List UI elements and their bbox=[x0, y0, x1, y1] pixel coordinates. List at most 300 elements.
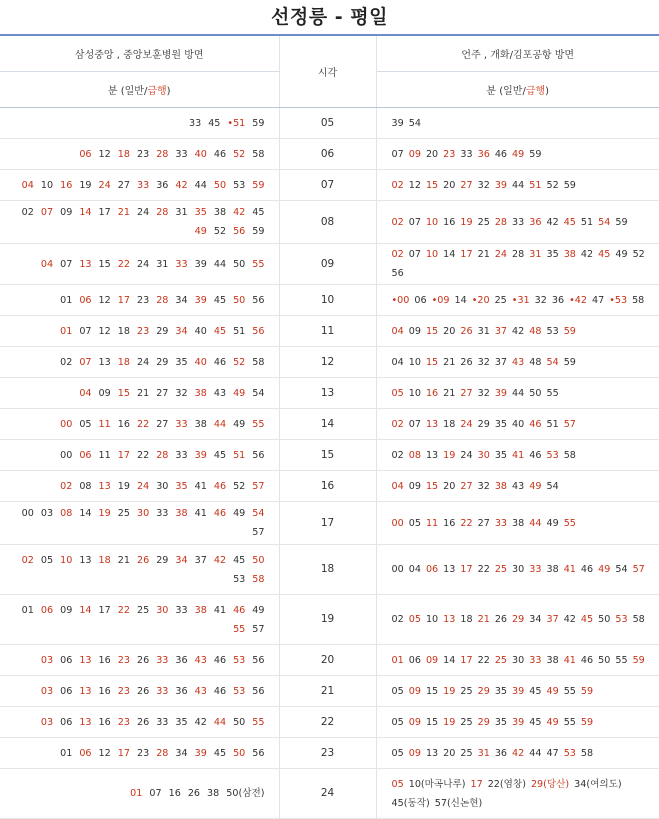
express-minute: 09 bbox=[408, 747, 421, 759]
express-minute: 52 bbox=[233, 148, 246, 160]
minute: 37 bbox=[194, 554, 207, 566]
minute: 46 bbox=[494, 148, 508, 160]
timetable-row bbox=[0, 595, 659, 645]
minute: 06 bbox=[60, 654, 73, 666]
express-minute: 19 bbox=[98, 508, 111, 519]
express-minute: 24 bbox=[136, 480, 150, 492]
right-minutes bbox=[376, 738, 659, 769]
minute: 55 bbox=[563, 685, 576, 697]
minute: 20 bbox=[425, 148, 439, 160]
express-minute: 49 bbox=[598, 564, 611, 575]
express-minute: 43 bbox=[512, 356, 525, 368]
minute: 26 bbox=[460, 356, 473, 368]
minute: 54 bbox=[546, 480, 559, 492]
express-minute: 36 bbox=[477, 148, 490, 160]
timetable-row bbox=[0, 769, 659, 819]
express-minute: 45 bbox=[213, 325, 227, 337]
minute: 20 bbox=[443, 480, 456, 492]
express-minute: 59 bbox=[632, 654, 645, 666]
minute: 55 bbox=[563, 716, 576, 728]
express-minute: 33 bbox=[494, 517, 508, 529]
minute: 52 bbox=[546, 179, 559, 191]
minute: 45(동작) bbox=[391, 797, 430, 809]
express-minute: 16 bbox=[60, 179, 73, 191]
right-minutes bbox=[376, 409, 659, 440]
hour-cell: 08 bbox=[279, 201, 376, 244]
express-minute: 11 bbox=[98, 418, 111, 430]
minute: 58 bbox=[252, 356, 265, 368]
minute: 22 bbox=[477, 654, 490, 666]
express-minute: 24 bbox=[460, 418, 473, 430]
minute: 15 bbox=[425, 716, 439, 728]
minute: 05 bbox=[391, 685, 404, 697]
hour-cell: 19 bbox=[279, 595, 376, 645]
left-minutes bbox=[0, 378, 279, 409]
minute: 12 bbox=[98, 148, 111, 160]
minute: 22(염창) bbox=[487, 778, 526, 790]
left-direction-header: 삼성중앙 , 중앙보훈병원 방면 bbox=[0, 35, 279, 72]
minute: 50 bbox=[529, 387, 542, 399]
express-minute: 26 bbox=[460, 325, 473, 337]
right-minutes bbox=[376, 595, 659, 645]
express-minute: 42 bbox=[213, 554, 227, 566]
express-minute: 04 bbox=[391, 325, 404, 337]
express-minute: 44 bbox=[213, 716, 227, 728]
minute: 07 bbox=[149, 788, 162, 799]
minute: 29 bbox=[156, 325, 169, 337]
express-minute: 38 bbox=[563, 249, 576, 260]
express-minute: 09 bbox=[408, 148, 421, 160]
express-minute: 30 bbox=[156, 604, 169, 616]
express-minute: 39 bbox=[512, 716, 525, 728]
express-minute: 38 bbox=[194, 604, 207, 616]
express-minute: •20 bbox=[471, 294, 490, 306]
express-minute: 22 bbox=[117, 604, 130, 616]
minute: 54 bbox=[408, 117, 421, 129]
minute: 06 bbox=[414, 294, 427, 306]
minute: 13 bbox=[79, 554, 92, 566]
express-minute: •31 bbox=[511, 294, 530, 306]
express-minute: 13 bbox=[79, 716, 92, 728]
express-minute: 04 bbox=[40, 258, 54, 270]
minute: 45 bbox=[213, 294, 227, 306]
minute: 25 bbox=[460, 685, 473, 697]
timetable-row bbox=[0, 378, 659, 409]
minute: 58 bbox=[632, 294, 645, 306]
minute: 32 bbox=[477, 356, 490, 368]
express-minute: 02 bbox=[391, 179, 404, 191]
minute: 48 bbox=[529, 356, 542, 368]
express-minute: 50 bbox=[233, 747, 246, 759]
hour-cell: 16 bbox=[279, 471, 376, 502]
minute-prefix: 분 (일반/ bbox=[486, 86, 526, 97]
express-minute: 33 bbox=[136, 179, 150, 191]
express-label: 급행 bbox=[147, 86, 167, 97]
minute: 24 bbox=[136, 356, 150, 368]
minute: 59 bbox=[252, 117, 265, 129]
minute: 35 bbox=[494, 685, 508, 697]
left-minutes bbox=[0, 347, 279, 378]
minute: 58 bbox=[632, 614, 645, 625]
right-minutes bbox=[376, 201, 659, 244]
express-minute: 49 bbox=[512, 148, 525, 160]
minute: 15 bbox=[98, 258, 111, 270]
express-minute: 01 bbox=[130, 788, 143, 799]
minute: 44 bbox=[194, 179, 207, 191]
express-minute: 33 bbox=[156, 685, 169, 697]
express-minute: 33 bbox=[529, 654, 542, 666]
minute: 33 bbox=[460, 148, 473, 160]
express-minute: 03 bbox=[40, 654, 54, 666]
express-minute: 03 bbox=[40, 685, 54, 697]
minute: 23 bbox=[136, 148, 150, 160]
express-minute: 04 bbox=[21, 179, 34, 191]
express-minute: 49 bbox=[529, 480, 542, 492]
left-minutes bbox=[0, 440, 279, 471]
minute-suffix: ) bbox=[545, 86, 550, 97]
express-minute: 25 bbox=[494, 654, 508, 666]
minute: 24 bbox=[460, 449, 473, 461]
minute: 12 bbox=[408, 179, 421, 191]
minute: 34 bbox=[175, 747, 188, 759]
hour-cell: 06 bbox=[279, 139, 376, 170]
express-minute: 02 bbox=[391, 418, 404, 430]
minute: 59 bbox=[563, 356, 576, 368]
right-minutes bbox=[376, 471, 659, 502]
minute: 57(신논현) bbox=[434, 797, 483, 809]
minute: 27 bbox=[156, 418, 169, 430]
hour-header: 시각 bbox=[279, 35, 376, 108]
minute: 12 bbox=[98, 325, 111, 337]
express-minute: 13 bbox=[79, 654, 92, 666]
express-minute: 54 bbox=[252, 508, 265, 519]
minute: 04 bbox=[391, 356, 404, 368]
minute: 59 bbox=[615, 216, 628, 228]
left-minute-header bbox=[0, 72, 279, 108]
express-minute: 55 bbox=[252, 418, 265, 430]
hour-cell: 22 bbox=[279, 707, 376, 738]
minute: 07 bbox=[408, 216, 421, 228]
express-minute: 46 bbox=[233, 604, 246, 616]
express-minute: 30 bbox=[477, 449, 490, 461]
minute: 50 bbox=[233, 716, 246, 728]
minute: 52 bbox=[213, 226, 227, 237]
timetable-row bbox=[0, 645, 659, 676]
timetable-row bbox=[0, 201, 659, 244]
express-minute: 42 bbox=[512, 747, 525, 759]
minute: 49 bbox=[252, 604, 265, 616]
timetable-row bbox=[0, 502, 659, 545]
express-minute: 19 bbox=[443, 449, 456, 461]
hour-cell: 23 bbox=[279, 738, 376, 769]
minute: 21 bbox=[477, 249, 490, 260]
express-minute: 24 bbox=[98, 179, 111, 191]
express-minute: 26 bbox=[136, 554, 150, 566]
minute: 17 bbox=[98, 207, 111, 218]
minute: 32 bbox=[175, 387, 188, 399]
minute: 21 bbox=[136, 387, 150, 399]
hour-cell: 20 bbox=[279, 645, 376, 676]
minute: 34 bbox=[529, 614, 542, 625]
minute: 42 bbox=[563, 614, 576, 625]
right-minute-header bbox=[376, 72, 659, 108]
minute: 32 bbox=[477, 480, 490, 492]
express-minute: 19 bbox=[443, 716, 456, 728]
minute: 46 bbox=[213, 148, 227, 160]
minute: 46 bbox=[580, 654, 594, 666]
left-minutes bbox=[0, 139, 279, 170]
minute: 16 bbox=[443, 517, 456, 529]
express-minute: 45 bbox=[598, 249, 611, 260]
minute: 07 bbox=[408, 418, 421, 430]
minute: 42 bbox=[512, 325, 525, 337]
minute: 30 bbox=[156, 480, 169, 492]
right-minutes bbox=[376, 170, 659, 201]
minute: 24 bbox=[136, 207, 150, 218]
express-minute: 14 bbox=[79, 604, 92, 616]
minute: 44 bbox=[512, 387, 525, 399]
express-minute: 36 bbox=[529, 216, 542, 228]
express-minute: 39 bbox=[494, 387, 508, 399]
minute-prefix: 분 (일반/ bbox=[107, 86, 148, 97]
express-minute: 59 bbox=[580, 685, 594, 697]
minute: 09 bbox=[60, 207, 73, 218]
minute: 31 bbox=[156, 258, 169, 270]
express-minute: 46 bbox=[529, 418, 542, 430]
right-minutes bbox=[376, 545, 659, 595]
minute: 23 bbox=[136, 747, 150, 759]
express-minute: 29 bbox=[512, 614, 525, 625]
minute: 07 bbox=[60, 258, 73, 270]
left-minutes bbox=[0, 201, 279, 244]
express-minute: 38 bbox=[194, 387, 207, 399]
express-minute: 06 bbox=[40, 604, 54, 616]
express-minute: 23 bbox=[136, 325, 150, 337]
express-minute: 46 bbox=[213, 480, 227, 492]
minute: 59 bbox=[563, 179, 576, 191]
minute: 14 bbox=[443, 249, 456, 260]
minute: 50 bbox=[598, 654, 611, 666]
express-minute: 06 bbox=[79, 294, 92, 306]
timetable-row bbox=[0, 707, 659, 738]
minute: 12 bbox=[98, 294, 111, 306]
express-minute: 02 bbox=[391, 249, 404, 260]
minute: 18 bbox=[443, 418, 456, 430]
express-minute: 55 bbox=[563, 517, 576, 529]
minute: 53 bbox=[233, 179, 246, 191]
minute: 21 bbox=[117, 554, 130, 566]
timetable-body bbox=[0, 108, 659, 819]
express-minute: 39 bbox=[194, 294, 207, 306]
express-label: 급행 bbox=[525, 86, 546, 97]
express-minute: 28 bbox=[156, 747, 169, 759]
minute: 14 bbox=[454, 294, 467, 306]
express-minute: 17 bbox=[117, 747, 130, 759]
minute: 41 bbox=[194, 480, 207, 492]
express-minute: 28 bbox=[494, 216, 508, 228]
express-minute: 13 bbox=[79, 258, 92, 270]
right-minutes bbox=[376, 108, 659, 139]
minute: 34(여의도) bbox=[574, 778, 622, 790]
express-minute: 01 bbox=[391, 654, 404, 666]
left-minutes bbox=[0, 645, 279, 676]
minute: 25 bbox=[494, 294, 507, 306]
minute: 38 bbox=[207, 788, 220, 799]
express-minute: 50 bbox=[252, 554, 265, 566]
minute: 41 bbox=[213, 604, 227, 616]
minute: 51 bbox=[233, 325, 246, 337]
minute: 45 bbox=[213, 747, 227, 759]
express-minute: 57 bbox=[632, 564, 645, 575]
minute: 26 bbox=[136, 716, 150, 728]
minute: 32 bbox=[477, 387, 490, 399]
express-minute: 08 bbox=[60, 508, 73, 519]
timetable-row bbox=[0, 738, 659, 769]
express-minute: 22 bbox=[136, 418, 150, 430]
minute: 09 bbox=[98, 387, 111, 399]
minute: 35 bbox=[175, 716, 188, 728]
minute: 56 bbox=[252, 294, 265, 306]
minute: 45 bbox=[529, 685, 542, 697]
timetable-row bbox=[0, 545, 659, 595]
express-minute: 40 bbox=[194, 148, 207, 160]
express-minute: 44 bbox=[529, 517, 542, 529]
minute: 52 bbox=[632, 249, 645, 260]
express-minute: 28 bbox=[156, 449, 169, 461]
minute: 26 bbox=[136, 685, 150, 697]
timetable-row bbox=[0, 139, 659, 170]
left-minutes bbox=[0, 108, 279, 139]
minute: 10 bbox=[40, 179, 54, 191]
express-minute: 37 bbox=[546, 614, 559, 625]
minute: 16 bbox=[443, 216, 456, 228]
minute: 09 bbox=[60, 604, 73, 616]
minute: 01 bbox=[21, 604, 34, 616]
express-minute: 33 bbox=[156, 654, 169, 666]
express-minute: 43 bbox=[194, 685, 207, 697]
express-minute: 57 bbox=[563, 418, 576, 430]
express-minute: 07 bbox=[40, 207, 54, 218]
left-minutes bbox=[0, 316, 279, 347]
express-minute: 18 bbox=[98, 554, 111, 566]
express-minute: 37 bbox=[494, 325, 508, 337]
minute: 35 bbox=[175, 356, 188, 368]
express-minute: 40 bbox=[194, 356, 207, 368]
hour-cell: 24 bbox=[279, 769, 376, 819]
timetable-row bbox=[0, 170, 659, 201]
express-minute: 31 bbox=[529, 249, 542, 260]
minute: 18 bbox=[460, 614, 473, 625]
express-minute: 53 bbox=[615, 614, 628, 625]
express-minute: 31 bbox=[477, 747, 490, 759]
express-minute: 49 bbox=[233, 387, 246, 399]
minute: 31 bbox=[175, 207, 188, 218]
minute: 43 bbox=[213, 387, 227, 399]
right-minutes bbox=[376, 285, 659, 316]
minute: 33 bbox=[156, 508, 169, 519]
minute: 50 bbox=[233, 258, 246, 270]
minute: 58 bbox=[252, 148, 265, 160]
minute: 22 bbox=[136, 449, 150, 461]
minute: 10 bbox=[408, 387, 421, 399]
minute: 01 bbox=[60, 747, 73, 759]
minute: 00 bbox=[21, 508, 34, 519]
express-minute: 54 bbox=[546, 356, 559, 368]
right-minutes bbox=[376, 769, 659, 819]
minute: 05 bbox=[391, 747, 404, 759]
minute: 51 bbox=[546, 418, 559, 430]
minute: 20 bbox=[443, 179, 456, 191]
express-minute: 49 bbox=[546, 716, 559, 728]
minute: 44 bbox=[529, 747, 542, 759]
express-minute: 33 bbox=[175, 258, 188, 270]
minute: 32 bbox=[477, 179, 490, 191]
express-minute: 29 bbox=[477, 685, 490, 697]
minute: 40 bbox=[512, 418, 525, 430]
hour-cell: 15 bbox=[279, 440, 376, 471]
express-minute: 30 bbox=[136, 508, 150, 519]
express-minute: 15 bbox=[425, 179, 439, 191]
express-minute: 13 bbox=[79, 685, 92, 697]
minute: 19 bbox=[79, 179, 92, 191]
express-minute: 07 bbox=[79, 356, 92, 368]
express-minute: 15 bbox=[425, 480, 439, 492]
minute: 45 bbox=[213, 449, 227, 461]
express-minute: 41 bbox=[563, 564, 576, 575]
express-minute: 59 bbox=[563, 325, 576, 337]
hour-cell: 07 bbox=[279, 170, 376, 201]
express-minute: 02 bbox=[21, 554, 34, 566]
express-minute: 09 bbox=[408, 716, 421, 728]
minute: 30 bbox=[512, 654, 525, 666]
express-minute: 41 bbox=[512, 449, 525, 461]
express-minute: 08 bbox=[408, 449, 421, 461]
minute: 49 bbox=[546, 517, 559, 529]
left-minutes bbox=[0, 769, 279, 819]
minute: 47 bbox=[546, 747, 559, 759]
right-minutes bbox=[376, 378, 659, 409]
minute: 24 bbox=[136, 258, 150, 270]
minute: 57 bbox=[252, 527, 265, 538]
minute: 52 bbox=[233, 480, 246, 492]
express-minute: •53 bbox=[609, 294, 628, 306]
minute: 57 bbox=[252, 623, 265, 635]
minute: 16 bbox=[98, 716, 111, 728]
express-minute: 55 bbox=[252, 716, 265, 728]
express-minute: 17 bbox=[117, 294, 130, 306]
express-minute: 27 bbox=[460, 480, 473, 492]
express-minute: 39 bbox=[194, 747, 207, 759]
minute: 32 bbox=[534, 294, 547, 306]
minute: 49 bbox=[233, 508, 246, 519]
minute: 35 bbox=[494, 449, 508, 461]
express-minute: 50 bbox=[233, 294, 246, 306]
express-minute: 01 bbox=[60, 325, 73, 337]
express-minute: 27 bbox=[460, 179, 473, 191]
minute: 05 bbox=[408, 517, 421, 529]
express-minute: 00 bbox=[391, 517, 404, 529]
express-minute: 55 bbox=[252, 258, 265, 270]
minute: 36 bbox=[156, 179, 169, 191]
right-minutes bbox=[376, 244, 659, 285]
minute: 21 bbox=[443, 387, 456, 399]
minute: 44 bbox=[512, 179, 525, 191]
express-minute: 54 bbox=[598, 216, 611, 228]
minute: 56 bbox=[252, 685, 265, 697]
minute: 26 bbox=[187, 788, 201, 799]
express-minute: 21 bbox=[477, 614, 490, 625]
minute: 53 bbox=[546, 325, 559, 337]
